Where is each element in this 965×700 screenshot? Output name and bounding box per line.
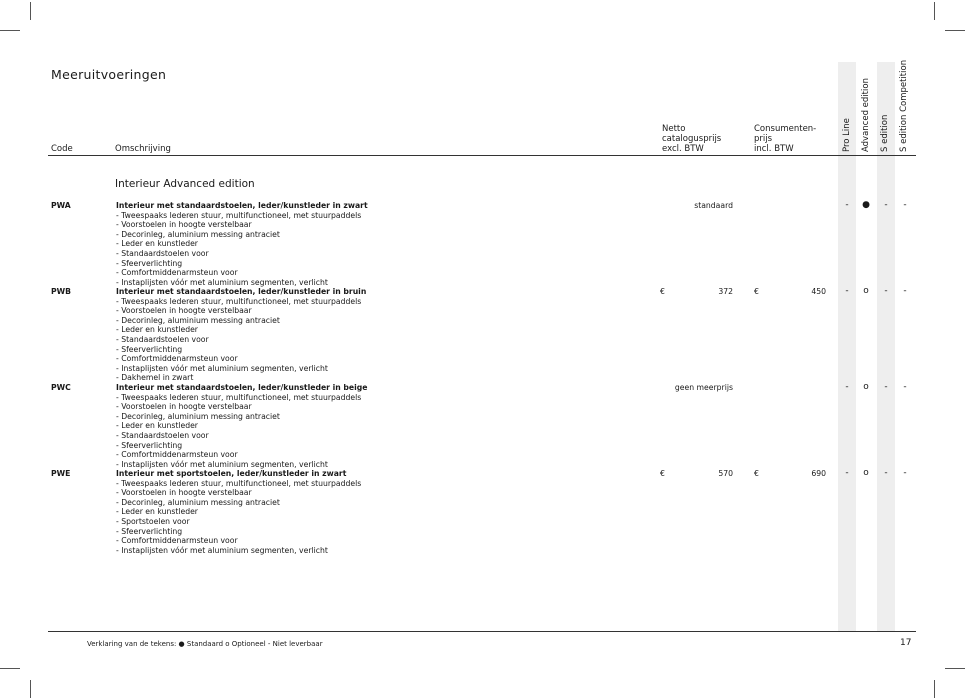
row-feature: - Sfeerverlichting	[116, 344, 183, 354]
row-feature: - Tweespaaks lederen stuur, multifunctioneel, met stuurpaddels	[116, 478, 362, 488]
availability-mark: -	[903, 382, 907, 392]
row-feature: - Dakhemel in zwart	[116, 373, 194, 383]
currency-symbol: €	[660, 469, 665, 478]
header-consumenten	[754, 124, 816, 154]
row-feature: - Decorinleg, aluminium messing antraciet	[116, 497, 280, 507]
header-consumenten-line: prijs	[754, 134, 773, 144]
row-title: Interieur met standaardstoelen, leder/kunstleder in beige	[116, 383, 368, 392]
section-title: Interieur Advanced edition	[115, 178, 255, 190]
row-feature: - Voorstoelen in hoogte verstelbaar	[116, 220, 252, 230]
row-feature: - Standaardstoelen voor	[116, 430, 209, 440]
availability-mark: -	[903, 200, 907, 210]
crop-mark	[30, 2, 31, 20]
crop-mark	[934, 680, 935, 698]
header-rule	[48, 155, 916, 156]
price-text: geen meerprijs	[674, 383, 733, 392]
row-description	[116, 383, 636, 469]
row-feature: - Comfortmiddenarmsteun voor	[116, 536, 238, 546]
row-feature: - Standaardstoelen voor	[116, 334, 209, 344]
row-feature: - Tweespaaks lederen stuur, multifunctioneel, met stuurpaddels	[116, 296, 362, 306]
page-title: Meeruitvoeringen	[51, 67, 167, 82]
row-feature: - Sportstoelen voor	[116, 516, 190, 526]
row-description	[116, 201, 636, 287]
row-feature: - Comfortmiddenarmsteun voor	[116, 354, 238, 364]
netto-price: 372	[718, 287, 733, 296]
row-title: Interieur met sportstoelen, leder/kunstleder in zwart	[116, 469, 347, 478]
availability-mark: -	[903, 286, 907, 296]
row-feature: - Sfeerverlichting	[116, 258, 183, 268]
row-code: PWC	[51, 383, 71, 392]
crop-mark	[0, 668, 20, 669]
header-s-edition: S edition	[880, 114, 890, 152]
availability-mark: -	[903, 468, 907, 478]
row-feature: - Leder en kunstleder	[116, 325, 198, 335]
availability-mark: -	[845, 382, 849, 392]
availability-mark: -	[884, 382, 888, 392]
row-code: PWA	[51, 201, 71, 210]
row-title: Interieur met standaardstoelen, leder/kunstleder in zwart	[116, 201, 368, 210]
row-feature: - Instaplijsten vóór met aluminium segmenten, verlicht	[116, 363, 328, 373]
header-netto-line: Netto	[662, 124, 686, 134]
crop-mark	[30, 680, 31, 698]
header-omschrijving: Omschrijving	[115, 144, 171, 154]
availability-mark: o	[863, 468, 869, 478]
header-s-edition-competition: S edition Competition	[899, 59, 909, 152]
row-description	[116, 469, 636, 555]
row-code: PWE	[51, 469, 71, 478]
row-feature: - Standaardstoelen voor	[116, 248, 209, 258]
row-feature: - Instaplijsten vóór met aluminium segmenten, verlicht	[116, 459, 328, 469]
page-number: 17	[900, 638, 912, 648]
row-code: PWB	[51, 287, 71, 296]
header-netto-line: excl. BTW	[662, 144, 704, 154]
row-feature: - Decorinleg, aluminium messing antraciet	[116, 411, 280, 421]
footer-rule	[48, 631, 916, 632]
availability-mark: -	[845, 286, 849, 296]
crop-mark	[0, 30, 20, 31]
row-feature: - Tweespaaks lederen stuur, multifunctioneel, met stuurpaddels	[116, 210, 362, 220]
row-description	[116, 287, 636, 383]
row-feature: - Comfortmiddenarmsteun voor	[116, 268, 238, 278]
currency-symbol: €	[660, 287, 665, 296]
row-feature: - Leder en kunstleder	[116, 421, 198, 431]
header-netto-line: catalogusprijs	[662, 134, 722, 144]
row-feature: - Tweespaaks lederen stuur, multifunctioneel, met stuurpaddels	[116, 392, 362, 402]
row-feature: - Voorstoelen in hoogte verstelbaar	[116, 488, 252, 498]
availability-mark: -	[884, 468, 888, 478]
row-feature: - Instaplijsten vóór met aluminium segmenten, verlicht	[116, 545, 328, 555]
row-title: Interieur met standaardstoelen, leder/kunstleder in bruin	[116, 287, 367, 296]
price-text: standaard	[694, 201, 733, 210]
row-feature: - Comfortmiddenarmsteun voor	[116, 450, 238, 460]
row-feature: - Leder en kunstleder	[116, 507, 198, 517]
availability-mark: ●	[862, 200, 870, 210]
header-netto	[662, 124, 721, 154]
row-feature: - Decorinleg, aluminium messing antraciet	[116, 229, 280, 239]
legend-footer: Verklaring van de tekens: ● Standaard o Optioneel - Niet leverbaar	[87, 640, 323, 648]
crop-mark	[934, 2, 935, 20]
row-feature: - Decorinleg, aluminium messing antraciet	[116, 315, 280, 325]
currency-symbol: €	[754, 287, 759, 296]
row-feature: - Sfeerverlichting	[116, 526, 183, 536]
crop-mark	[945, 30, 965, 31]
consumer-price: 450	[811, 287, 826, 296]
row-feature: - Instaplijsten vóór met aluminium segmenten, verlicht	[116, 277, 328, 287]
header-code: Code	[51, 144, 73, 154]
netto-price: 570	[718, 469, 733, 478]
header-pro-line: Pro Line	[842, 118, 852, 152]
row-feature: - Voorstoelen in hoogte verstelbaar	[116, 402, 252, 412]
row-feature: - Sfeerverlichting	[116, 440, 183, 450]
availability-mark: o	[863, 286, 869, 296]
availability-mark: -	[845, 200, 849, 210]
availability-mark: o	[863, 382, 869, 392]
header-consumenten-line: Consumenten-	[754, 124, 817, 134]
availability-mark: -	[845, 468, 849, 478]
consumer-price: 690	[811, 469, 826, 478]
currency-symbol: €	[754, 469, 759, 478]
header-consumenten-line: incl. BTW	[754, 144, 794, 154]
row-feature: - Leder en kunstleder	[116, 239, 198, 249]
row-feature: - Voorstoelen in hoogte verstelbaar	[116, 306, 252, 316]
crop-mark	[945, 668, 965, 669]
header-advanced-edition: Advanced edition	[861, 78, 871, 152]
availability-mark: -	[884, 200, 888, 210]
availability-mark: -	[884, 286, 888, 296]
